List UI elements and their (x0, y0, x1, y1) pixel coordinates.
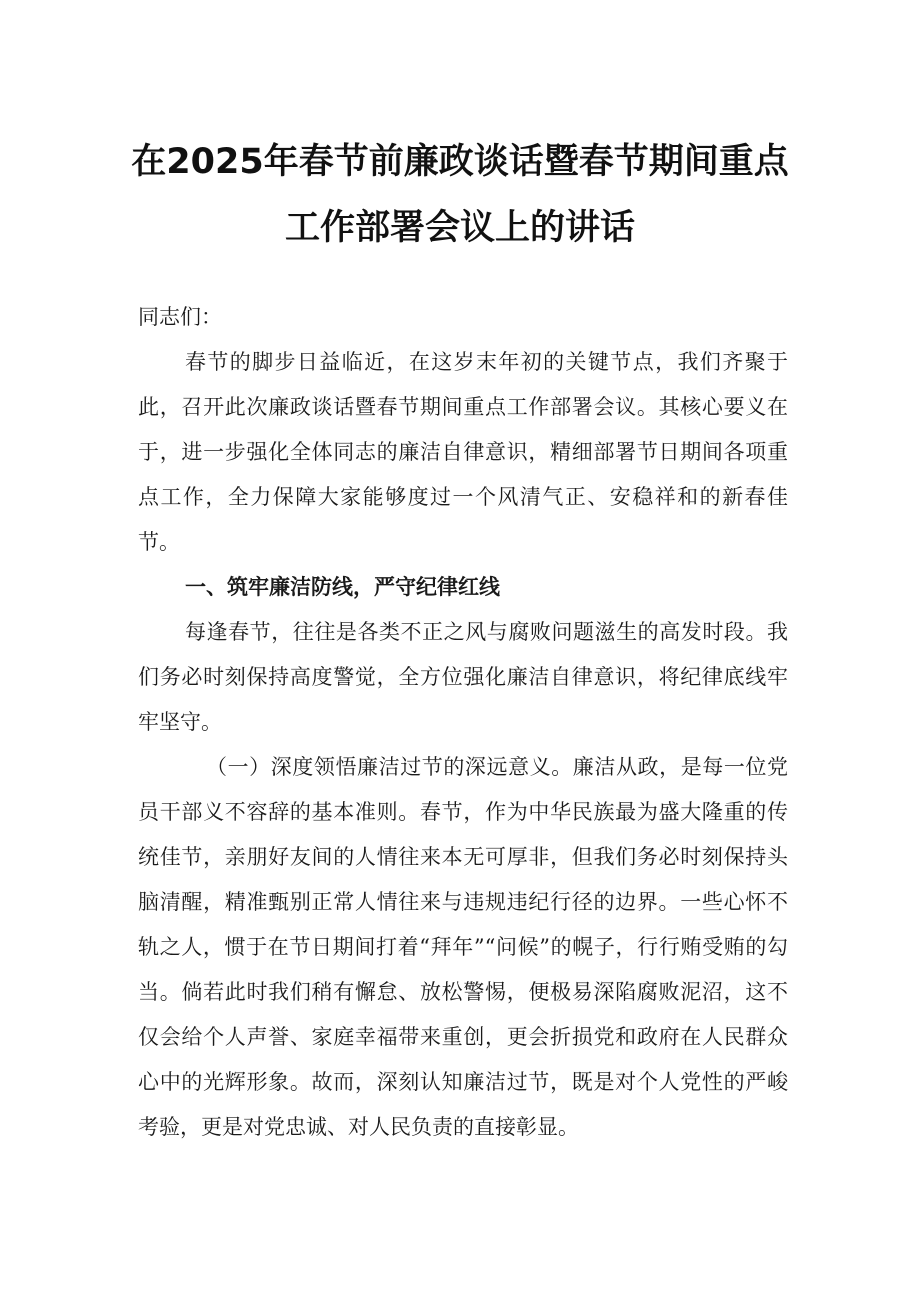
document-title-line-1: 在2025年春节前廉政谈话暨春节期间重点 (131, 142, 789, 182)
document-body (138, 295, 788, 1150)
paragraph-subsection-1: （一）深度领悟廉洁过节的深远意义。廉洁从政，是每一位党员干部义不容辞的基本准则。春节，作为中华民族最为盛大隆重的传统佳节，亲朋好友间的人情往来本无可厚非，但我们务必时刻保持头脑清醒，精准甄别正常人情往来与违规违纪行径的边界。一些心怀不轨之人，惯于在节日期间打着“拜年”“问候”的幌子，行行贿受贿的勾当。倘若此时我们稍有懈怠、放松警惕，便极易深陷腐败泥沼，这不仅会给个人声誉、家庭幸福带来重创，更会折损党和政府在人民群众心中的光辉形象。故而，深刻认知廉洁过节，既是对个人党性的严峻考验，更是对党忠诚、对人民负责的直接彰显。 (138, 755, 788, 1139)
paragraph-intro: 春节的脚步日益临近，在这岁末年初的关键节点，我们齐聚于此，召开此次廉政谈话暨春节期间重点工作部署会议。其核心要义在于，进一步强化全体同志的廉洁自律意识，精细部署节日期间各项重点工作，全力保障大家能够度过一个风清气正、安稳祥和的新春佳节。 (138, 350, 788, 554)
section-heading-1: 一、筑牢廉洁防线，严守纪律红线 (185, 575, 500, 599)
document-title-line-2: 工作部署会议上的讲话 (284, 208, 635, 248)
salutation: 同志们： (138, 305, 222, 329)
paragraph-section-1: 每逢春节，往往是各类不正之风与腐败问题滋生的高发时段。我们务必时刻保持高度警觉，全方位强化廉洁自律意识，将纪律底线牢牢坚守。 (138, 620, 788, 734)
